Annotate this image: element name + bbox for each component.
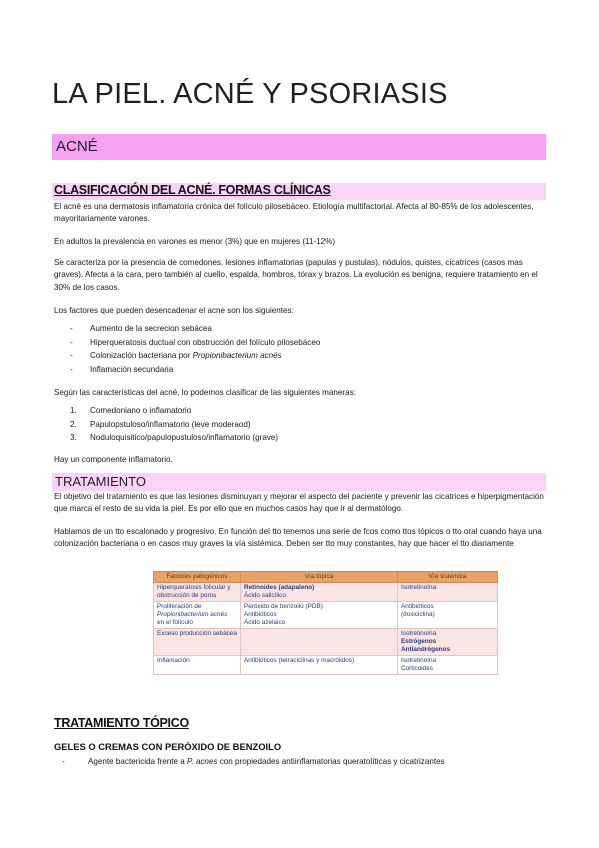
subheading-tratamiento-topico: TRATAMIENTO TÓPICO xyxy=(54,716,189,730)
list-marker: - xyxy=(70,324,73,333)
list-item xyxy=(70,322,540,336)
list-marker: 1. xyxy=(70,406,77,415)
table-row xyxy=(154,583,498,602)
cell-line: Peróxido de benzoilo (PDB) xyxy=(244,603,323,610)
table-header-cell: Factores patogénicos xyxy=(154,572,241,583)
geles-list xyxy=(62,755,532,769)
table-cell xyxy=(398,629,498,656)
list-item xyxy=(70,431,540,445)
list-item xyxy=(62,755,532,769)
cell-line: Corticoides xyxy=(401,665,433,672)
list-item xyxy=(70,336,540,350)
table-header-row xyxy=(154,572,498,583)
cell-line: Isotretinoína xyxy=(401,584,437,591)
paragraph-clasificacion-intro: Según las características del acné, lo podemos clasificar de las siguientes maneras: xyxy=(54,388,356,397)
table-cell xyxy=(154,602,241,629)
table-header-cell: Vía sistémica xyxy=(398,572,498,583)
cell-line: obstrucción de poros xyxy=(157,592,217,599)
list-item-text-plain: Colonización bacteriana por xyxy=(90,351,193,361)
cell-line: Ácido azelaico xyxy=(244,619,286,626)
cell-line: Inflamación xyxy=(157,657,190,664)
cell-line: Antiandrógenos xyxy=(401,646,450,653)
cell-line: Antibióticos (tetraciclinas y macrólidos) xyxy=(244,657,355,664)
list-marker: - xyxy=(70,337,73,347)
subheading-clasificacion-text: CLASIFICACIÓN DEL ACNÉ. FORMAS CLÍNICAS xyxy=(54,183,331,197)
list-item xyxy=(70,363,540,377)
cell-line: Isotretinoína xyxy=(401,630,437,637)
list-marker: 3. xyxy=(70,433,77,443)
cell-line: Hiperqueratosis folicular y xyxy=(157,584,231,591)
paragraph-factores-intro: Los factores que pueden desencadenar el acne son los siguientes: xyxy=(54,306,294,315)
list-marker: - xyxy=(70,365,73,375)
table-cell xyxy=(154,656,241,675)
cell-line: Antibióticos xyxy=(244,611,277,618)
list-item-text-italic: Propionibacterium acnés xyxy=(192,351,282,361)
paragraph-objetivo: El objetivo del tratamiento es que las lesiones disminuyan y mejorar el aspecto del paciente y prevenir las cicatrices e hiperpigmentación que marca el resto de su vida la piel. Es por ello que en muchos casos hay que ir al dermatólogo. xyxy=(54,492,544,514)
cell-line: Antibióticos xyxy=(401,603,434,610)
table-cell xyxy=(154,629,241,656)
paragraph-escalonado: Hablamos de un tto escalonado y progresivo. En función del tto tenemos una serie de fcos como ttos tópicos o tto oral cuando haya una colonización bacteriana o en casos muy graves la vía sistémica. Deben ser tto muy constantes, hay que hacer el tto diariamente xyxy=(54,527,542,549)
table-cell xyxy=(241,656,398,675)
cell-line: en el folículo xyxy=(157,619,193,626)
table-row xyxy=(154,602,498,629)
list-item-text: Inflamación secundaria xyxy=(90,365,174,375)
table-cell xyxy=(241,629,398,656)
factores-list xyxy=(70,322,540,377)
paragraph-componente: Hay un componente inflamatorio. xyxy=(54,455,173,464)
subheading-geles: GELES O CREMAS CON PERÓXIDO DE BENZOILO xyxy=(54,741,282,752)
table-row xyxy=(154,629,498,656)
section-heading-acne-text: ACNÉ xyxy=(56,138,98,155)
clasificacion-list xyxy=(70,404,540,445)
tratamiento-table xyxy=(153,571,498,675)
list-item-text xyxy=(88,755,445,769)
table-cell xyxy=(241,583,398,602)
list-item xyxy=(70,418,540,432)
table-cell xyxy=(154,583,241,602)
list-marker: - xyxy=(62,757,65,766)
subheading-clasificacion xyxy=(52,183,546,200)
table-row xyxy=(154,656,498,675)
list-item-text: Papulopstuloso/inflamatorio (leve moderaod) xyxy=(90,419,251,429)
list-item xyxy=(70,404,540,418)
cell-line: Propionibacterium acnés xyxy=(157,611,228,618)
list-item-text-plain: con propiedades antiinflamatorias queratolíticas y cicatrizantes xyxy=(217,757,445,766)
list-item-text xyxy=(90,349,282,363)
paragraph-caracteristicas: Se caracteriza por la presencia de comedones, lesiones inflamatorias (papulas y pustulas), nódulos, quistes, cicatrices (casos mas graves). Afecta a la cara, pero también al cuello, espalda, hombros, tórax y brazos. La evolución es benigna, requiere tratamiento en el 30% de los casos. xyxy=(54,258,538,292)
table-cell xyxy=(398,602,498,629)
list-marker: - xyxy=(70,351,73,361)
page-title: LA PIEL. ACNÉ Y PSORIASIS xyxy=(52,78,448,110)
table-header-cell: Vía tópica xyxy=(241,572,398,583)
cell-line: Ácido salicílico xyxy=(244,592,286,599)
cell-line: Isotretinoína xyxy=(401,657,437,664)
cell-line: Estrógenos xyxy=(401,638,437,645)
list-item-text: Comedoniano o inflamatorio xyxy=(90,406,192,415)
list-marker: 2. xyxy=(70,419,77,429)
list-item-text-plain: Agente bactericida frente a xyxy=(88,757,187,766)
section-heading-tratamiento xyxy=(52,473,546,491)
cell-line: Retinoides (adapaleno) xyxy=(244,584,315,591)
list-item-text: Aumento de la secrecion sebácea xyxy=(90,324,212,333)
cell-line: Exceso producción sebácea xyxy=(157,630,237,637)
list-item xyxy=(70,349,540,363)
table-cell xyxy=(398,583,498,602)
list-item-text: Noduloquisitico/papulopustuloso/inflamatorio (grave) xyxy=(90,433,279,443)
cell-line: (doxiciclina) xyxy=(401,611,435,618)
table-cell xyxy=(398,656,498,675)
list-item-text: Hiperqueratosis ductual con obstrucción del folículo pilosebáceo xyxy=(90,337,321,347)
table-cell xyxy=(241,602,398,629)
section-heading-acne xyxy=(52,134,546,160)
paragraph-definicion: El acné es una dermatosis inflamatoria crónica del folículo pilosebáceo. Etiología multifactorial. Afecta al 80-85% de los adolescentes, mayoritariamente varones. xyxy=(54,202,534,224)
section-heading-tratamiento-text: TRATAMIENTO xyxy=(55,474,146,489)
list-item-text-italic: P. acnes xyxy=(187,757,218,766)
paragraph-prevalencia: En adultos la prevalencia en varones es menor (3%) que en mujeres (11-12%) xyxy=(54,237,336,246)
cell-line: Proliferación de xyxy=(157,603,202,610)
